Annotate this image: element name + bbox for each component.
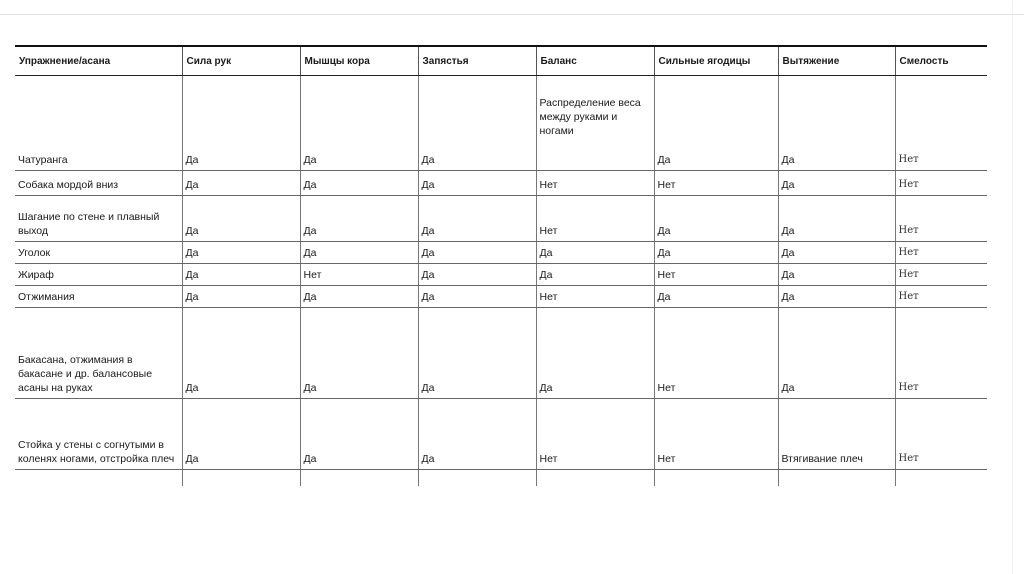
cell-arm-strength: Да [182,76,300,171]
cell-exercise: Жираф [15,264,182,286]
cell-exercise: Собака мордой вниз [15,171,182,196]
cell-exercise: Бакасана, отжимания в бакасане и др. балансовые асаны на руках [15,308,182,399]
cell-courage: Нет [895,264,987,286]
cell-stretch: Втягивание плеч [778,399,895,470]
cell-balance: Да [536,264,654,286]
cell-wrists: Да [418,286,536,308]
slide-top-rule [0,14,1024,15]
cell-strong-glutes: Да [654,242,778,264]
cell-courage: Нет [895,308,987,399]
cell-balance: Да [536,308,654,399]
cell-core-muscles: Да [300,286,418,308]
header-stretch: Вытяжение [778,46,895,76]
cell-stretch: Да [778,76,895,171]
cell-courage: Нет [895,171,987,196]
cell-balance: Да [536,242,654,264]
cell-exercise: Стойка у стены с согнутыми в коленях ногами, отстройка плеч [15,399,182,470]
cell-strong-glutes: Нет [654,399,778,470]
cell-exercise: Чатуранга [15,76,182,171]
cell-stretch: Да [778,171,895,196]
cell-stretch: Да [778,196,895,242]
cell-core-muscles: Да [300,308,418,399]
cell-empty [182,470,300,487]
cell-strong-glutes: Нет [654,171,778,196]
header-core-muscles: Мышцы кора [300,46,418,76]
cell-arm-strength: Да [182,196,300,242]
cell-arm-strength: Да [182,171,300,196]
cell-courage: Нет [895,242,987,264]
cell-core-muscles: Да [300,399,418,470]
cell-core-muscles: Нет [300,264,418,286]
cell-arm-strength: Да [182,242,300,264]
cell-courage: Нет [895,286,987,308]
header-arm-strength: Сила рук [182,46,300,76]
cell-wrists: Да [418,308,536,399]
slide-right-edge [1012,0,1013,574]
cell-exercise: Уголок [15,242,182,264]
cell-courage: Нет [895,76,987,171]
table-row [15,242,987,264]
cell-empty [895,470,987,487]
cell-wrists: Да [418,399,536,470]
cell-wrists: Да [418,171,536,196]
cell-empty [15,470,182,487]
header-courage: Смелость [895,46,987,76]
cell-arm-strength: Да [182,264,300,286]
cell-balance: Нет [536,286,654,308]
cell-wrists: Да [418,76,536,171]
cell-balance: Распределение веса между руками и ногами [536,76,654,171]
cell-core-muscles: Да [300,76,418,171]
cell-strong-glutes: Да [654,76,778,171]
cell-empty [778,470,895,487]
table-row [15,76,987,171]
cell-empty [418,470,536,487]
cell-wrists: Да [418,264,536,286]
table-row [15,196,987,242]
cell-courage: Нет [895,196,987,242]
cell-balance: Нет [536,171,654,196]
cell-empty [300,470,418,487]
cell-core-muscles: Да [300,242,418,264]
table-row [15,308,987,399]
cell-wrists: Да [418,242,536,264]
cell-empty [654,470,778,487]
header-row [15,46,987,76]
cell-wrists: Да [418,196,536,242]
cell-arm-strength: Да [182,286,300,308]
cell-strong-glutes: Да [654,196,778,242]
cell-exercise: Шагание по стене и плавный выход [15,196,182,242]
cell-core-muscles: Да [300,171,418,196]
table-row [15,264,987,286]
cell-empty [536,470,654,487]
yoga-exercise-table [15,45,987,486]
cell-strong-glutes: Нет [654,308,778,399]
cell-stretch: Да [778,264,895,286]
table-row [15,286,987,308]
cell-core-muscles: Да [300,196,418,242]
cell-balance: Нет [536,196,654,242]
cell-strong-glutes: Да [654,286,778,308]
table-row [15,399,987,470]
cell-stretch: Да [778,242,895,264]
table-row-empty [15,470,987,487]
cell-stretch: Да [778,286,895,308]
header-wrists: Запястья [418,46,536,76]
cell-exercise: Отжимания [15,286,182,308]
header-strong-glutes: Сильные ягодицы [654,46,778,76]
cell-balance: Нет [536,399,654,470]
cell-arm-strength: Да [182,308,300,399]
cell-stretch: Да [778,308,895,399]
header-exercise: Упражнение/асана [15,46,182,76]
header-balance: Баланс [536,46,654,76]
cell-arm-strength: Да [182,399,300,470]
cell-strong-glutes: Нет [654,264,778,286]
cell-courage: Нет [895,399,987,470]
table-row [15,171,987,196]
